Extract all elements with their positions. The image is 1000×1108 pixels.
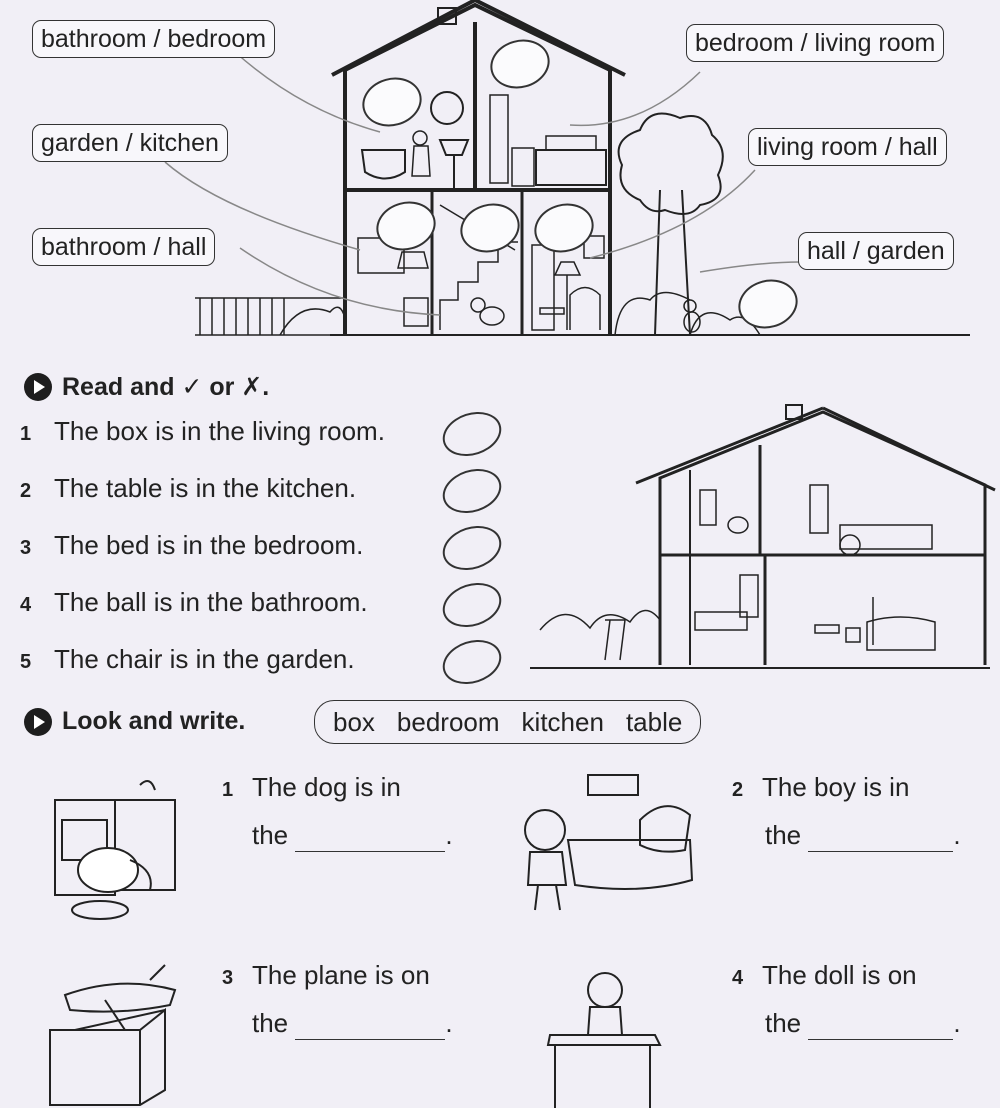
write-item-text: The doll is on <box>762 960 917 990</box>
word-box-word: kitchen <box>521 707 604 737</box>
write-item-text: The boy is in <box>762 772 910 802</box>
word-box-word: box <box>333 707 375 737</box>
write-item-3-line1 <box>222 960 430 991</box>
answer-blank-1[interactable] <box>295 820 445 852</box>
bedroom-boy-picture <box>525 775 692 910</box>
read-section-title-text: Read and ✓ or ✗. <box>62 373 270 401</box>
write-item-1-line1 <box>222 772 401 803</box>
write-item-3-line2 <box>252 1008 453 1040</box>
read-item-text: The ball is in the bathroom. <box>54 587 368 617</box>
arrow-right-icon <box>24 373 52 401</box>
read-item-3 <box>20 530 363 561</box>
write-item-text: the <box>252 820 289 850</box>
house-label-5: bathroom / hall <box>32 228 215 266</box>
write-item-punct: . <box>953 1008 961 1038</box>
word-box <box>314 700 701 744</box>
write-item-4-line2 <box>765 1008 961 1040</box>
answer-blank-3[interactable] <box>295 1008 445 1040</box>
write-item-punct: . <box>953 820 961 850</box>
read-item-text: The box is in the living room. <box>54 416 385 446</box>
write-item-text: The dog is in <box>252 772 401 802</box>
read-item-number: 2 <box>20 480 32 502</box>
write-item-text: The plane is on <box>252 960 430 990</box>
word-box-word: bedroom <box>396 707 500 737</box>
write-item-number: 4 <box>732 967 744 989</box>
write-item-2-line2 <box>765 820 961 852</box>
read-item-number: 5 <box>20 651 32 673</box>
read-item-number: 1 <box>20 423 32 445</box>
write-item-4-line1 <box>732 960 917 991</box>
write-item-text: the <box>765 1008 802 1038</box>
kitchen-dog-picture <box>55 781 175 919</box>
house-label-1: bathroom / bedroom <box>32 20 275 58</box>
house-label-6: hall / garden <box>798 232 954 270</box>
box-plane-picture <box>50 965 175 1105</box>
word-box-word: table <box>625 707 683 737</box>
write-item-punct: . <box>445 820 453 850</box>
second-house-illustration <box>530 405 995 668</box>
answer-blank-4[interactable] <box>808 1008 953 1040</box>
write-item-1-line2 <box>252 820 453 852</box>
write-item-2-line1 <box>732 772 909 803</box>
write-section-title-text: Look and write. <box>62 707 246 735</box>
read-section-title <box>24 372 269 402</box>
read-item-text: The bed is in the bedroom. <box>54 530 364 560</box>
write-item-punct: . <box>445 1008 453 1038</box>
write-item-number: 3 <box>222 967 234 989</box>
read-item-number: 4 <box>20 594 32 616</box>
house-label-2: bedroom / living room <box>686 24 944 62</box>
read-item-2 <box>20 473 356 504</box>
answer-blank-2[interactable] <box>808 820 953 852</box>
read-item-1 <box>20 416 385 447</box>
house-label-3: garden / kitchen <box>32 124 228 162</box>
read-item-text: The chair is in the garden. <box>54 644 355 674</box>
read-item-number: 3 <box>20 537 32 559</box>
write-item-text: the <box>252 1008 289 1038</box>
write-section-title <box>24 707 245 736</box>
house-label-4: living room / hall <box>748 128 947 166</box>
write-item-number: 2 <box>732 779 744 801</box>
read-item-5 <box>20 644 355 675</box>
read-item-4 <box>20 587 368 618</box>
write-item-number: 1 <box>222 779 234 801</box>
write-item-text: the <box>765 820 802 850</box>
arrow-right-icon <box>24 708 52 736</box>
read-item-text: The table is in the kitchen. <box>54 473 357 503</box>
table-doll-picture <box>548 973 660 1108</box>
